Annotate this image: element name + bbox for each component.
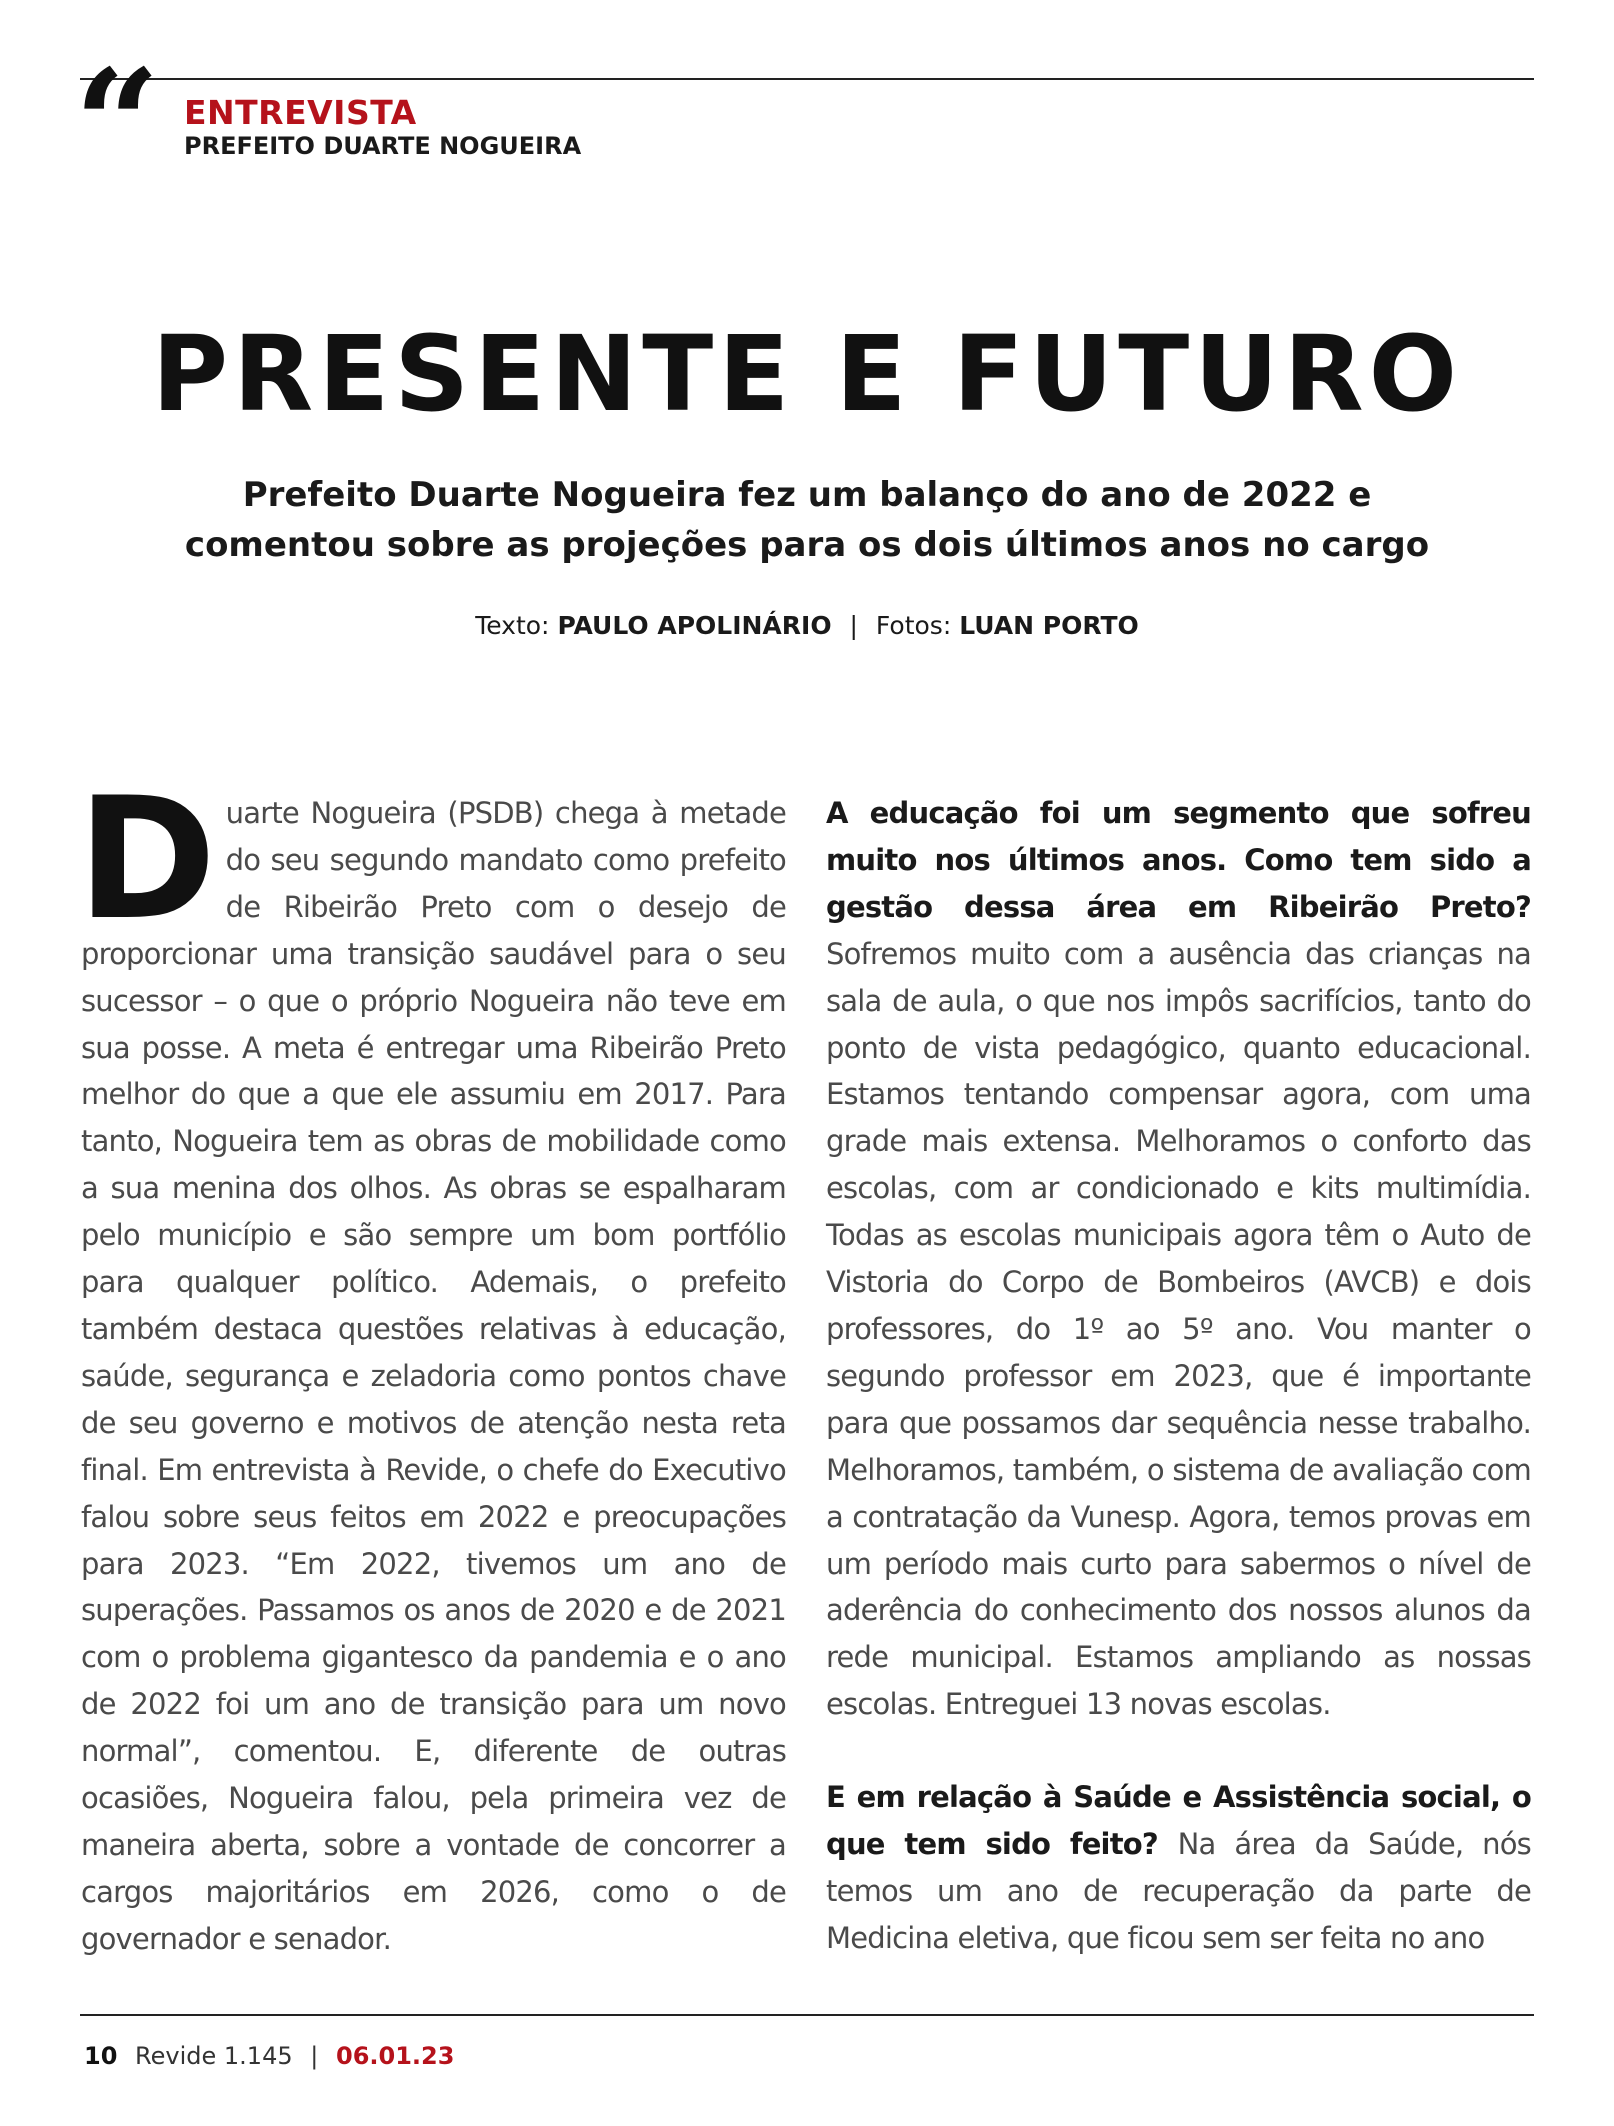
article-intro: uarte Nogueira (PSDB) chega à metade do seu segundo mandato como prefeito de Ribeirão Preto com o desejo de proporcionar uma transição saudável para o seu sucessor – o que o próprio Nogueira não teve em sua posse. A meta é entregar uma Ribeirão Preto melhor do que a que ele assumiu em 2017. Para tanto, Nogueira tem as obras de mobilidade como a sua menina dos olhos. As obras se espalharam pelo município e são sempre um bom portfólio para qualquer político. Ademais, o prefeito também destaca questões relativas à educação, saúde, segurança e zeladoria como pontos chave de seu governo e motivos de atenção nesta reta final. Em entrevista à Revide, o chefe do Executivo falou sobre seus feitos em 2022 e preocupações para 2023. “Em 2022, tivemos um ano de superações. Passamos os anos de 2020 e de 2021 com o problema gigantesco da pandemia e o ano de 2022 foi um ano de transição para um novo normal”, comentou. E, diferente de outras ocasiões, Nogueira falou, pela primeira vez de maneira aberta, sobre a vontade de concorrer a cargos majoritários em 2026, como o de governador e senador. [81, 796, 786, 1956]
answer-health: Na área da Saúde, nós temos um ano de recuperação da parte de Medicina eletiva, que ficou sem ser feita no ano [826, 1827, 1531, 1955]
top-rule [80, 78, 1534, 80]
text-credit-label: Texto: [475, 611, 550, 640]
question-education: A educação foi um segmento que sofreu muito nos últimos anos. Como tem sido a gestão dessa área em Ribeirão Preto? [826, 796, 1531, 924]
quote-mark-icon: “ [74, 37, 147, 213]
page-footer [84, 2044, 454, 2068]
text-credit-author: PAULO APOLINÁRIO [557, 611, 832, 640]
drop-cap: D [77, 761, 216, 957]
answer-education: Sofremos muito com a ausência das crianças na sala de aula, o que nos impôs sacrifícios, tanto do ponto de vista pedagógico, quanto educacional. Estamos tentando compensar agora, com uma grade mais extensa. Melhoramos o conforto das escolas, com ar condicionado e kits multimídia. Todas as escolas municipais agora têm o Auto de Vistoria do Corpo de Bombeiros (AVCB) e dois professores, do 1º ao 5º ano. Vou manter o segundo professor em 2023, que é importante para que possamos dar sequência nesse trabalho. Melhoramos, também, o sistema de avaliação com a contratação da Vunesp. Agora, temos provas em um período mais curto para sabermos o nível de aderência do conhecimento dos nossos alunos da rede municipal. Estamos ampliando as nossas escolas. Entreguei 13 novas escolas. [826, 936, 1531, 1722]
qa-block-education [826, 790, 1531, 1728]
photo-credit-label: Fotos: [875, 611, 952, 640]
section-subkicker: PREFEITO DUARTE NOGUEIRA [184, 132, 582, 160]
deck: Prefeito Duarte Nogueira fez um balanço do ano de 2022 e comentou sobre as projeções para os dois últimos anos no cargo [184, 475, 1430, 565]
credit-separator: | [849, 611, 858, 640]
issue-date: 06.01.23 [336, 2042, 455, 2070]
article-column-left [77, 761, 786, 1963]
bottom-rule [80, 2014, 1534, 2016]
footer-separator: | [310, 2042, 319, 2070]
page-number: 10 [84, 2042, 118, 2070]
credits [0, 611, 1614, 640]
photo-credit-author: LUAN PORTO [959, 611, 1139, 640]
qa-block-health [826, 1774, 1531, 1962]
paragraph-gap [826, 1728, 1531, 1774]
article-column-right [826, 790, 1531, 1962]
headline: PRESENTE E FUTURO [151, 313, 1463, 435]
question-health: E em relação à Saúde e Assistência social, o que tem sido feito? [826, 1780, 1531, 1862]
publication-issue: Revide 1.145 [135, 2042, 293, 2070]
section-kicker: ENTREVISTA [184, 93, 417, 132]
